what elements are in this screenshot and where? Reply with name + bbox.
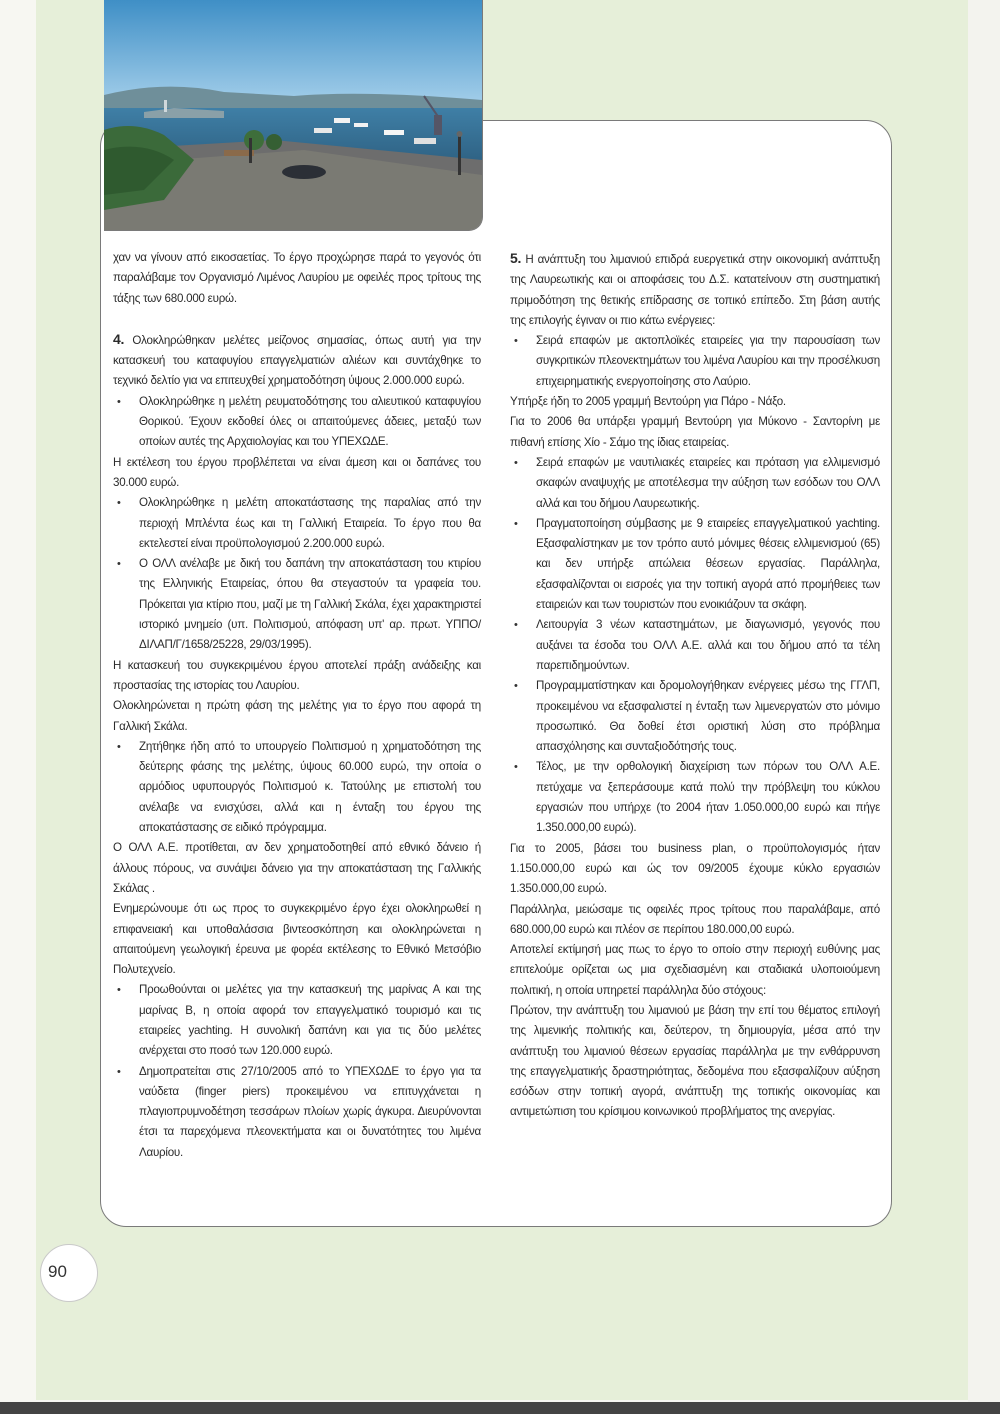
bullet-list (113, 980, 481, 1163)
list-item: • Ο ΟΛΛ ανέλαβε με δική του δαπάνη την αποκατάσταση του κτιρίου της Ελληνικής Εταιρείας, όπου θα στεγαστούν τα γραφεία του. Πρόκειται για κτίριο που, μαζί με τη Γαλλική Σκάλα, έχει χαρακτηριστεί ιστορικό μνημείο (υπ. Πολιτισμού, απόφαση υπ' αρ. πρωτ. ΥΠΠΟ/ΔΙΛΑΠ/Γ/1658/25228, 29/03/1995). (113, 554, 481, 655)
list-item: • Δημοπρατείται στις 27/10/2005 από το ΥΠΕΧΩΔΕ το έργο για τα ναύδετα (finger piers) προκειμένου να επιτυγχάνεται η πλαγιοπρυμνοδέτηση τεσσάρων πλοίων χωρίς άγκυρα. Διευρύνονται έτσι τα παρεχόμενα πλεονεκτήματα και οι δυνατότητες του λιμένα Λαυρίου. (113, 1062, 481, 1163)
section-5-number: 5. (510, 250, 522, 266)
harbor-photo (104, 0, 483, 231)
list-item: • Ολοκληρώθηκε η μελέτη αποκατάστασης της παραλίας από την περιοχή Μπλέντα έως και τη Γαλλική Εταιρεία. Το έργο που θα εκτελεστεί είναι προϋπολογισμού 2.200.000 ευρώ. (113, 493, 481, 554)
paragraph: Για το 2005, βάσει του business plan, ο προϋπολογισμός ήταν 1.150.000,00 ευρώ και ώς τον 09/2005 έχουμε κύκλο εργασιών 1.350.000,00 ευρώ. (510, 841, 880, 896)
paragraph: Αποτελεί εκτίμησή μας πως το έργο το οποίο στην περιοχή ευθύνης μας επιτελούμε ορίζεται ως μια σχεδιασμένη και σταδιακά υλοποιούμενη πολιτική, η οποία υπηρετεί παράλληλα δύο στόχους: (510, 943, 880, 997)
section-5-text: Η ανάπτυξη του λιμανιού επιδρά ευεργετικά στην οικονομική ανάπτυξη της Λαυρεωτικής και οι αποφάσεις του Δ.Σ. κατατείνουν στη συστηματική πριμοδότηση της θετικής επίδρασης σε τοπικό επίπεδο. Στη βάση αυτής της επιλογής έγιναν οι πιο κάτω ενέργειες: (510, 253, 880, 327)
bullet-list (510, 331, 880, 392)
paragraph: Για το 2006 θα υπάρξει γραμμή Βεντούρη για Μύκονο - Σαντορίνη με πιθανή επίσης Χίο - Σάμο της ίδιας εταιρείας. (510, 415, 880, 449)
list-item: • Σειρά επαφών με ακτοπλοϊκές εταιρείες για την παρουσίαση των συγκριτικών πλεονεκτημάτων του λιμένα Λαυρίου και την προσέλκυση επιχειρηματικής ενεργοποίησης στο Λαύριο. (510, 331, 880, 392)
paragraph: Πρώτον, την ανάπτυξη του λιμανιού με βάση την επί του θέματος επιλογή της λιμενικής πολιτικής και, δεύτερον, τη δημιουργία, μέσα από την ανάπτυξη του λιμανιού θέσεων εργασίας παράλληλα με την ενθάρρυνση της επαγγελματικής δραστηριότητας, δεδομένα που εξασφαλίζουν αύξηση εσόδων στην τοπική αγορά, ανάπτυξη της τοπικής οικονομίας και αντιμετώπιση του κρίσιμου κοινωνικού προβλήματος της ανεργίας. (510, 1003, 880, 1119)
section-4-paragraph (113, 329, 481, 392)
paragraph: Ενημερώνουμε ότι ως προς το συγκεκριμένο έργο έχει ολοκληρωθεί η επιφανειακή και υποθαλάσσια βιντεοσκόπηση και ολοκληρώνεται η απαιτούμενη γεωλογική έρευνα με φορέα εκτέλεσης το Εθνικό Μετσόβιο Πολυτεχνείο. (113, 902, 481, 977)
paragraph: Υπήρξε ήδη το 2005 γραμμή Βεντούρη για Πάρο - Νάξο. (510, 395, 786, 409)
harbor-photo-icon (104, 0, 482, 230)
list-item: • Προγραμματίστηκαν και δρομολογήθηκαν ενέργειες μέσω της ΓΓΛΠ, προκειμένου να εξασφαλιστεί η ένταξη των λιμενεργατών στο μόνιμο προσωπικό. Θα δοθεί έτσι οριστική λύση στο πρόβλημα απασχόλησης και συνταξιοδότησής τους. (510, 676, 880, 757)
paragraph: Ο ΟΛΛ Α.Ε. προτίθεται, αν δεν χρηματοδοτηθεί από εθνικό δάνειο ή άλλους πόρους, να συνάψει δάνειο για την αποκατάσταση της Γαλλικής Σκάλας . (113, 841, 481, 895)
list-item: • Σειρά επαφών με ναυτιλιακές εταιρείες και πρόταση για ελλιμενισμό σκαφών αναψυχής με αποτέλεσμα την αύξηση των εσόδων του ΟΛΛ αλλά και του δήμου Λαυρεωτικής. (510, 453, 880, 514)
paragraph: Η εκτέλεση του έργου προβλέπεται να είναι άμεση και οι δαπάνες του 30.000 ευρώ. (113, 455, 481, 489)
list-item: • Ζητήθηκε ήδη από το υπουργείο Πολιτισμού η χρηματοδότηση της δεύτερης φάσης της μελέτης, ύψους 60.000 ευρώ, την οποία ο αρμόδιος υφυπουργός Πολιτισμού κ. Τατούλης με επιστολή του ανέλαβε να ενισχύσει, αλλά και η ένταξη του έργου της αποκατάστασης σε ειδικό πρόγραμμα. (113, 737, 481, 838)
paragraph: Παράλληλα, μειώσαμε τις οφειλές προς τρίτους που παραλάβαμε, από 680.000,00 ευρώ και πλέον σε περίπου 180.000,00 ευρώ. (510, 902, 880, 936)
paragraph: Η κατασκευή του συγκεκριμένου έργου αποτελεί πράξη ανάδειξης και προστασίας της ιστορίας του Λαυρίου. (113, 658, 481, 692)
page-number: 90 (48, 1262, 67, 1281)
right-column (510, 248, 880, 1123)
section-4-text: Ολοκληρώθηκαν μελέτες μείζονος σημασίας, όπως αυτή για την κατασκευή του καταφυγίου επαγγελματιών αλιέων και συντάχθηκε το τεχνικό δελτίο για να επιτευχθεί χρηματοδότηση ύψους 2.000.000 ευρώ. (113, 333, 481, 388)
section-5-paragraph (510, 248, 880, 331)
paragraph: Ολοκληρώνεται η πρώτη φάση της μελέτης για το έργο που αφορά τη Γαλλική Σκάλα. (113, 699, 481, 733)
page-margin-strip (968, 0, 1000, 1414)
list-item: • Λειτουργία 3 νέων καταστημάτων, με διαγωνισμό, γεγονός που αυξάνει τα έσοδα του ΟΛΛ Α.Ε. αλλά και του δήμου από τα τέλη παρεπιδημούντων. (510, 615, 880, 676)
bullet-list (113, 493, 481, 655)
bullet-list (113, 737, 481, 838)
bullet-list (113, 392, 481, 453)
section-4-number: 4. (113, 330, 125, 347)
bottom-border (0, 1402, 1000, 1414)
list-item: • Ολοκληρώθηκε η μελέτη ρευματοδότησης του αλιευτικού καταφυγίου Θορικού. Έχουν εκδοθεί όλες οι απαιτούμενες άδειες, μεταξύ των οποίων αυτές της Αρχαιολογίας και του ΥΠΕΧΩΔΕ. (113, 392, 481, 453)
bullet-list (510, 453, 880, 839)
list-item: • Προωθούνται οι μελέτες για την κατασκευή της μαρίνας Α και της μαρίνας Β, η οποία αφορά τον επαγγελματικό τουρισμό και τις εταιρείες yachting. Η συνολική δαπάνη και για τις δύο μελέτες ανέρχεται στο ποσό των 120.000 ευρώ. (113, 980, 481, 1061)
list-item: • Πραγματοποίηση σύμβασης με 9 εταιρείες επαγγελματικού yachting. Εξασφαλίστηκαν με τον τρόπο αυτό μόνιμες θέσεις ελλιμενισμού (65) και δεν υπήρξε απώλεια θέσεων εργασίας. Παράλληλα, εξασφαλίζονται οι εισροές για την τοπική αγορά από προμήθειες των εταιρειών και των τουριστών που ενοικιάζουν τα σκάφη. (510, 514, 880, 615)
intro-paragraph: χαν να γίνουν από εικοσαετίας. Το έργο προχώρησε παρά το γεγονός ότι παραλάβαμε τον Οργανισμό Λιμένος Λαυρίου με οφειλές προς τρίτους της τάξης των 680.000 ευρώ. (113, 251, 481, 305)
list-item: • Τέλος, με την ορθολογική διαχείριση των πόρων του ΟΛΛ Α.Ε. πετύχαμε να ξεπεράσουμε κατά πολύ την πρόβλεψη του κύκλου εργασιών που υπήρχε (το 2004 ήταν 1.050.000,00 ευρώ και πήγε 1.350.000,00 ευρώ). (510, 757, 880, 838)
left-column (113, 248, 481, 1163)
